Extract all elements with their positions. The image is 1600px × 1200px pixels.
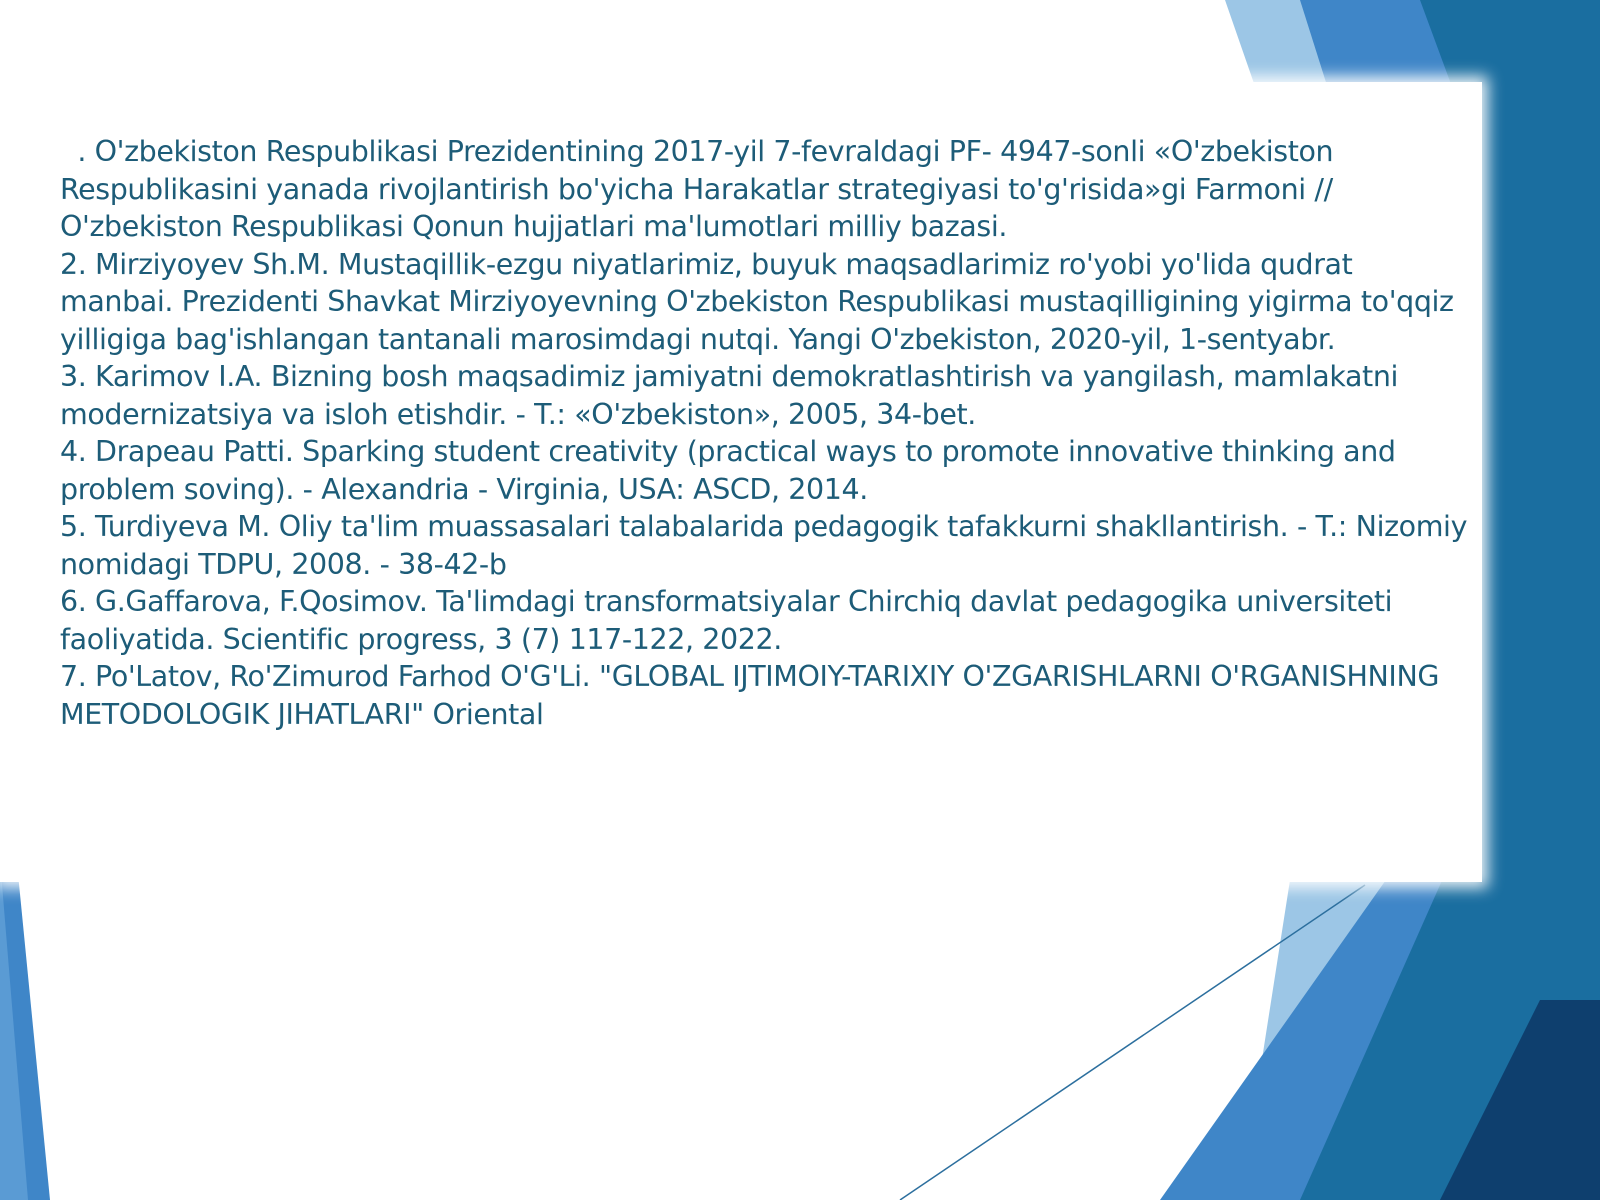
reference-item-4: 4. Drapeau Patti. Sparking student creativity (practical ways to promote innovative thinking and problem soving). - Alexandria - Virginia, USA: ASCD, 2014. xyxy=(60,435,1396,506)
reference-item-1: . O'zbekiston Respublikasi Prezidentining 2017-yil 7-fevraldagi PF- 4947-sonli «O'zbekiston Respublikasini yanada rivojlantirish bo'yicha Harakatlar strategiyasi to'g'risida»gi Farmoni // O'zbekiston Respublikasi Qonun hujjatlari ma'lumotlari milliy bazasi. xyxy=(60,135,1342,243)
reference-item-2: 2. Mirziyoyev Sh.M. Mustaqillik-ezgu niyatlarimiz, buyuk maqsadlarimiz ro'yobi yo'lida qudrat manbai. Prezidenti Shavkat Mirziyoyevning O'zbekiston Respublikasi mustaqilligining yigirma to'qqiz yilligiga bag'ishlangan tantanali marosimdagi nutqi. Yangi O'zbekiston, 2020-yil, 1-sentyabr. xyxy=(60,247,1454,356)
reference-item-5: 5. Turdiyeva M. Oliy ta'lim muassasalari talabalarida pedagogik tafakkurni shakllantirish. - T.: Nizomiy nomidagi TDPU, 2008. - 38-42-b xyxy=(60,510,1468,581)
reference-item-6: 6. G.Gaffarova, F.Qosimov. Ta'limdagi transformatsiyalar Chirchiq davlat pedagogika universiteti faoliyatida. Scientific progress, 3 (7) 117-122, 2022. xyxy=(60,585,1393,656)
reference-item-7: 7. Po'Latov, Ro'Zimurod Farhod O'G'Li. "GLOBAL IJTIMOIY-TARIXIY O'ZGARISHLARNI O'RGANISHNING METODOLOGIK JIHATLARI" Oriental xyxy=(60,660,1440,731)
reference-list xyxy=(60,133,1470,733)
reference-item-3: 3. Karimov I.A. Bizning bosh maqsadimiz jamiyatni demokratlashtirish va yangilash, mamlakatni modernizatsiya va isloh etishdir. - T.: «O'zbekiston», 2005, 34-bet. xyxy=(60,360,1398,431)
